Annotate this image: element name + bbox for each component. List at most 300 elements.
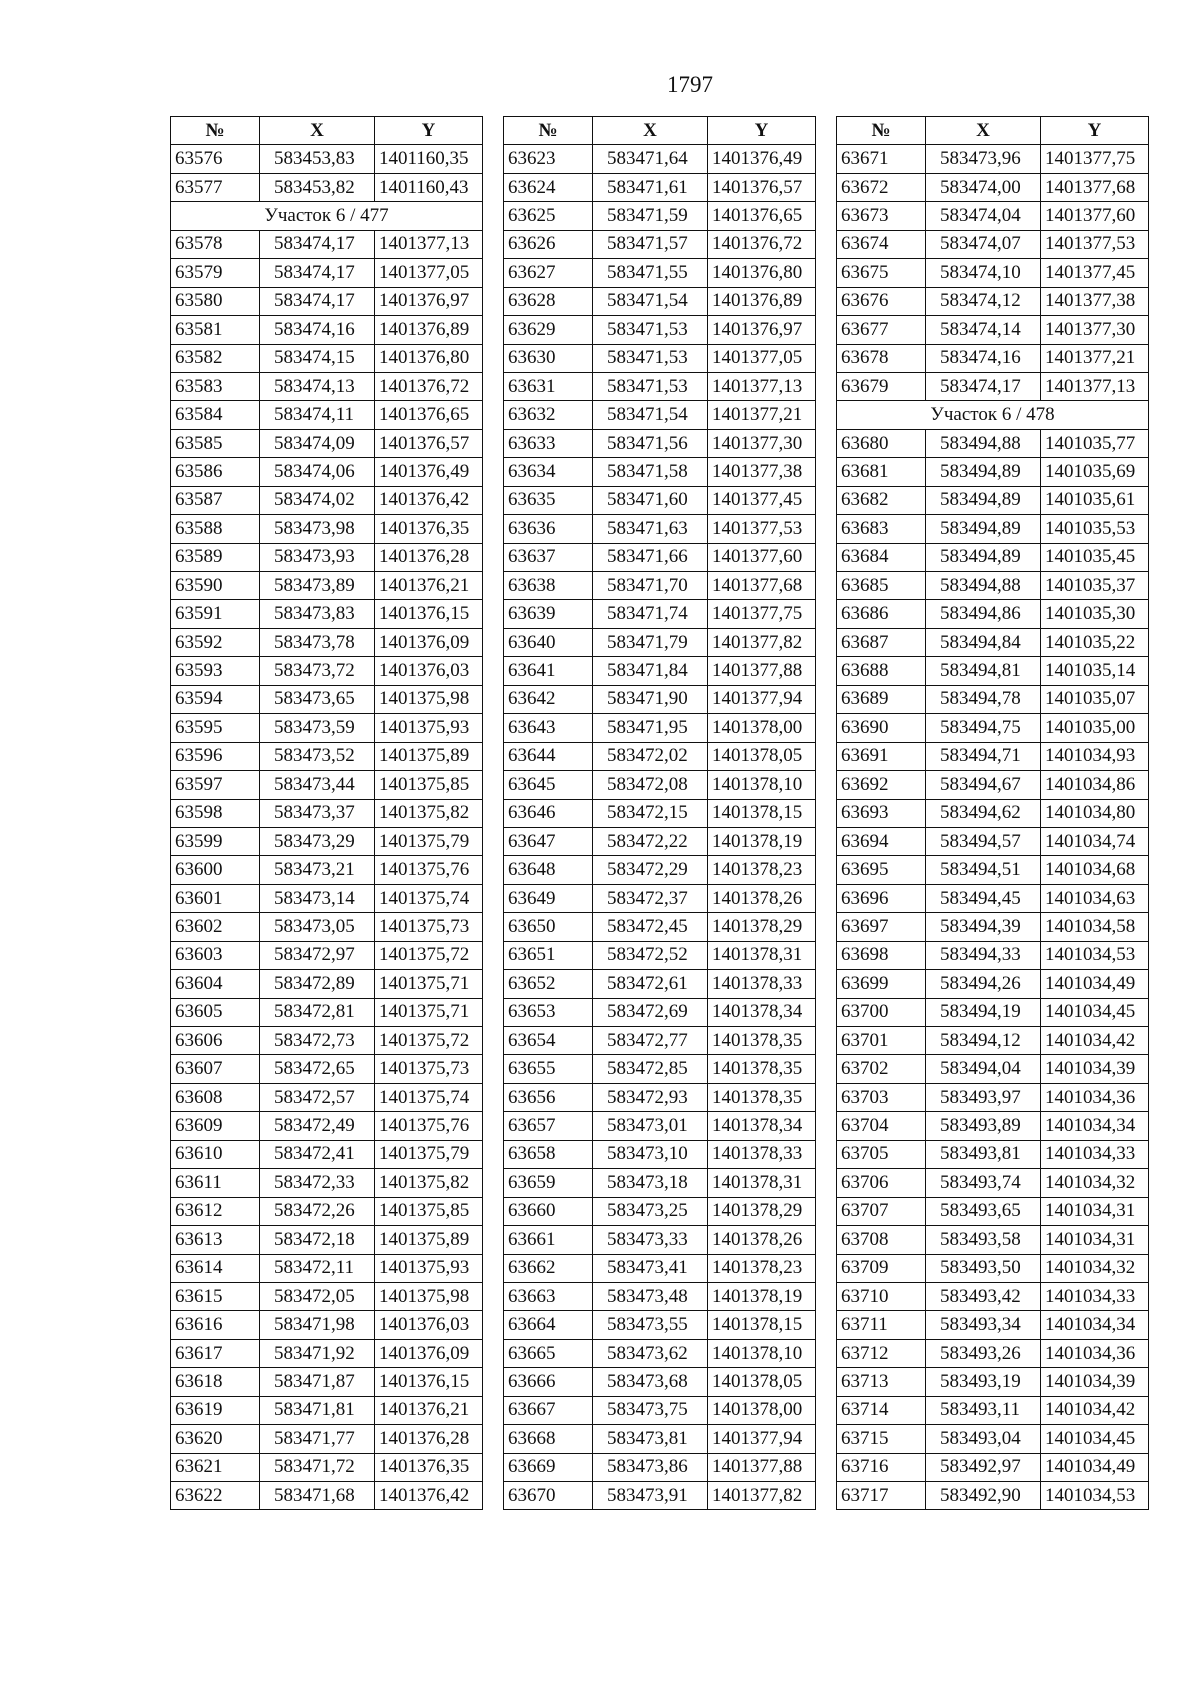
point-number-cell: 63639 xyxy=(504,600,593,628)
y-coordinate-cell: 1401378,26 xyxy=(708,884,816,912)
x-coordinate-cell: 583493,74 xyxy=(926,1169,1041,1197)
x-coordinate-cell: 583471,53 xyxy=(593,372,708,400)
point-number-cell: 63716 xyxy=(837,1453,926,1481)
y-coordinate-cell: 1401035,07 xyxy=(1041,685,1149,713)
table-row xyxy=(837,1368,1149,1396)
y-coordinate-cell: 1401377,68 xyxy=(1041,173,1149,201)
x-coordinate-cell: 583471,84 xyxy=(593,657,708,685)
y-coordinate-cell: 1401378,19 xyxy=(708,1282,816,1310)
point-number-cell: 63576 xyxy=(171,145,260,173)
table-row xyxy=(837,600,1149,628)
y-coordinate-cell: 1401375,85 xyxy=(375,1197,483,1225)
table-row xyxy=(171,742,483,770)
table-row xyxy=(504,685,816,713)
y-coordinate-cell: 1401375,71 xyxy=(375,998,483,1026)
point-number-cell: 63602 xyxy=(171,913,260,941)
x-coordinate-cell: 583471,90 xyxy=(593,685,708,713)
y-coordinate-cell: 1401034,68 xyxy=(1041,856,1149,884)
table-row xyxy=(837,685,1149,713)
section-row xyxy=(837,401,1149,429)
point-number-cell: 63619 xyxy=(171,1396,260,1424)
table-row xyxy=(504,344,816,372)
x-coordinate-cell: 583472,18 xyxy=(260,1226,375,1254)
table-row xyxy=(504,913,816,941)
x-coordinate-cell: 583494,62 xyxy=(926,799,1041,827)
y-coordinate-cell: 1401035,37 xyxy=(1041,572,1149,600)
x-coordinate-cell: 583493,34 xyxy=(926,1311,1041,1339)
x-coordinate-cell: 583471,61 xyxy=(593,173,708,201)
x-coordinate-cell: 583453,82 xyxy=(260,173,375,201)
x-coordinate-cell: 583473,14 xyxy=(260,884,375,912)
table-body xyxy=(837,145,1149,1510)
point-number-cell: 63685 xyxy=(837,572,926,600)
y-coordinate-cell: 1401034,31 xyxy=(1041,1226,1149,1254)
table-row xyxy=(171,1055,483,1083)
table-row xyxy=(837,429,1149,457)
x-coordinate-cell: 583473,59 xyxy=(260,714,375,742)
x-coordinate-cell: 583474,14 xyxy=(926,316,1041,344)
point-number-cell: 63704 xyxy=(837,1112,926,1140)
table-body xyxy=(504,145,816,1510)
y-coordinate-cell: 1401376,15 xyxy=(375,600,483,628)
point-number-cell: 63594 xyxy=(171,685,260,713)
y-coordinate-cell: 1401376,72 xyxy=(708,230,816,258)
table-row xyxy=(837,259,1149,287)
point-number-cell: 63654 xyxy=(504,1027,593,1055)
y-coordinate-cell: 1401160,35 xyxy=(375,145,483,173)
y-coordinate-cell: 1401378,19 xyxy=(708,827,816,855)
x-coordinate-cell: 583471,74 xyxy=(593,600,708,628)
point-number-cell: 63644 xyxy=(504,742,593,770)
y-coordinate-cell: 1401377,82 xyxy=(708,1482,816,1510)
point-number-cell: 63581 xyxy=(171,316,260,344)
point-number-cell: 63677 xyxy=(837,316,926,344)
x-coordinate-cell: 583472,26 xyxy=(260,1197,375,1225)
table-row xyxy=(171,372,483,400)
point-number-cell: 63675 xyxy=(837,259,926,287)
coordinates-table-3 xyxy=(836,116,1149,1510)
table-row xyxy=(837,543,1149,571)
x-coordinate-cell: 583473,55 xyxy=(593,1311,708,1339)
point-number-cell: 63598 xyxy=(171,799,260,827)
coordinates-table-1 xyxy=(170,116,483,1510)
table-row xyxy=(171,173,483,201)
table-row xyxy=(504,230,816,258)
table-row xyxy=(171,1112,483,1140)
table-row xyxy=(504,827,816,855)
y-coordinate-cell: 1401375,79 xyxy=(375,1140,483,1168)
point-number-cell: 63660 xyxy=(504,1197,593,1225)
x-coordinate-cell: 583493,97 xyxy=(926,1083,1041,1111)
y-coordinate-cell: 1401034,34 xyxy=(1041,1311,1149,1339)
point-number-cell: 63694 xyxy=(837,827,926,855)
table-row xyxy=(504,372,816,400)
table-row xyxy=(171,685,483,713)
y-coordinate-cell: 1401035,53 xyxy=(1041,515,1149,543)
table-row xyxy=(171,827,483,855)
x-coordinate-cell: 583472,02 xyxy=(593,742,708,770)
y-coordinate-cell: 1401376,49 xyxy=(708,145,816,173)
table-row xyxy=(837,799,1149,827)
y-coordinate-cell: 1401035,22 xyxy=(1041,628,1149,656)
point-number-cell: 63670 xyxy=(504,1482,593,1510)
y-coordinate-cell: 1401376,97 xyxy=(375,287,483,315)
y-coordinate-cell: 1401375,71 xyxy=(375,970,483,998)
table-row xyxy=(504,1254,816,1282)
point-number-cell: 63587 xyxy=(171,486,260,514)
y-coordinate-cell: 1401376,42 xyxy=(375,486,483,514)
table-row xyxy=(171,1339,483,1367)
point-number-cell: 63599 xyxy=(171,827,260,855)
table-row xyxy=(171,998,483,1026)
point-number-cell: 63698 xyxy=(837,941,926,969)
table-row xyxy=(504,1226,816,1254)
y-coordinate-cell: 1401375,89 xyxy=(375,1226,483,1254)
table-row xyxy=(504,572,816,600)
point-number-cell: 63658 xyxy=(504,1140,593,1168)
table-row xyxy=(504,1368,816,1396)
table-header-row xyxy=(504,117,816,145)
x-coordinate-cell: 583471,54 xyxy=(593,401,708,429)
y-coordinate-cell: 1401376,57 xyxy=(708,173,816,201)
x-coordinate-cell: 583472,73 xyxy=(260,1027,375,1055)
table-row xyxy=(504,543,816,571)
table-row xyxy=(171,1282,483,1310)
y-coordinate-cell: 1401377,13 xyxy=(375,230,483,258)
point-number-cell: 63605 xyxy=(171,998,260,1026)
x-coordinate-cell: 583472,61 xyxy=(593,970,708,998)
table-row xyxy=(171,145,483,173)
y-coordinate-cell: 1401034,45 xyxy=(1041,1425,1149,1453)
table-row xyxy=(837,1482,1149,1510)
point-number-cell: 63617 xyxy=(171,1339,260,1367)
point-number-cell: 63651 xyxy=(504,941,593,969)
x-coordinate-cell: 583494,33 xyxy=(926,941,1041,969)
header-number: № xyxy=(504,117,593,145)
point-number-cell: 63703 xyxy=(837,1083,926,1111)
table-row xyxy=(837,1140,1149,1168)
point-number-cell: 63625 xyxy=(504,202,593,230)
section-label: Участок 6 / 477 xyxy=(171,202,483,230)
y-coordinate-cell: 1401377,13 xyxy=(708,372,816,400)
table-row xyxy=(837,1282,1149,1310)
y-coordinate-cell: 1401378,10 xyxy=(708,771,816,799)
point-number-cell: 63649 xyxy=(504,884,593,912)
x-coordinate-cell: 583494,89 xyxy=(926,543,1041,571)
point-number-cell: 63692 xyxy=(837,771,926,799)
y-coordinate-cell: 1401375,74 xyxy=(375,1083,483,1111)
y-coordinate-cell: 1401375,73 xyxy=(375,1055,483,1083)
y-coordinate-cell: 1401375,76 xyxy=(375,856,483,884)
y-coordinate-cell: 1401034,33 xyxy=(1041,1282,1149,1310)
y-coordinate-cell: 1401377,38 xyxy=(708,458,816,486)
x-coordinate-cell: 583474,16 xyxy=(926,344,1041,372)
table-row xyxy=(837,287,1149,315)
point-number-cell: 63682 xyxy=(837,486,926,514)
x-coordinate-cell: 583493,58 xyxy=(926,1226,1041,1254)
table-row xyxy=(504,458,816,486)
point-number-cell: 63648 xyxy=(504,856,593,884)
y-coordinate-cell: 1401378,35 xyxy=(708,1083,816,1111)
point-number-cell: 63678 xyxy=(837,344,926,372)
point-number-cell: 63676 xyxy=(837,287,926,315)
y-coordinate-cell: 1401377,38 xyxy=(1041,287,1149,315)
y-coordinate-cell: 1401378,26 xyxy=(708,1226,816,1254)
header-x: X xyxy=(593,117,708,145)
table-row xyxy=(504,1311,816,1339)
point-number-cell: 63607 xyxy=(171,1055,260,1083)
y-coordinate-cell: 1401034,42 xyxy=(1041,1396,1149,1424)
x-coordinate-cell: 583473,62 xyxy=(593,1339,708,1367)
table-row xyxy=(171,771,483,799)
y-coordinate-cell: 1401034,45 xyxy=(1041,998,1149,1026)
y-coordinate-cell: 1401034,33 xyxy=(1041,1140,1149,1168)
point-number-cell: 63663 xyxy=(504,1282,593,1310)
x-coordinate-cell: 583471,66 xyxy=(593,543,708,571)
y-coordinate-cell: 1401375,93 xyxy=(375,714,483,742)
table-row xyxy=(837,941,1149,969)
table-row xyxy=(171,628,483,656)
y-coordinate-cell: 1401376,89 xyxy=(375,316,483,344)
x-coordinate-cell: 583471,79 xyxy=(593,628,708,656)
y-coordinate-cell: 1401034,80 xyxy=(1041,799,1149,827)
y-coordinate-cell: 1401378,15 xyxy=(708,1311,816,1339)
y-coordinate-cell: 1401376,80 xyxy=(708,259,816,287)
x-coordinate-cell: 583494,89 xyxy=(926,458,1041,486)
x-coordinate-cell: 583472,69 xyxy=(593,998,708,1026)
x-coordinate-cell: 583473,05 xyxy=(260,913,375,941)
point-number-cell: 63683 xyxy=(837,515,926,543)
table-row xyxy=(837,344,1149,372)
table-header-row xyxy=(837,117,1149,145)
x-coordinate-cell: 583472,77 xyxy=(593,1027,708,1055)
point-number-cell: 63604 xyxy=(171,970,260,998)
point-number-cell: 63626 xyxy=(504,230,593,258)
x-coordinate-cell: 583471,59 xyxy=(593,202,708,230)
y-coordinate-cell: 1401377,68 xyxy=(708,572,816,600)
table-row xyxy=(171,230,483,258)
x-coordinate-cell: 583473,48 xyxy=(593,1282,708,1310)
point-number-cell: 63655 xyxy=(504,1055,593,1083)
x-coordinate-cell: 583471,81 xyxy=(260,1396,375,1424)
table-row xyxy=(504,1396,816,1424)
point-number-cell: 63635 xyxy=(504,486,593,514)
y-coordinate-cell: 1401378,05 xyxy=(708,742,816,770)
x-coordinate-cell: 583471,68 xyxy=(260,1482,375,1510)
point-number-cell: 63611 xyxy=(171,1169,260,1197)
y-coordinate-cell: 1401377,94 xyxy=(708,685,816,713)
table-row xyxy=(837,145,1149,173)
table-row xyxy=(171,856,483,884)
y-coordinate-cell: 1401034,53 xyxy=(1041,1482,1149,1510)
x-coordinate-cell: 583471,56 xyxy=(593,429,708,457)
point-number-cell: 63637 xyxy=(504,543,593,571)
y-coordinate-cell: 1401378,10 xyxy=(708,1339,816,1367)
x-coordinate-cell: 583494,57 xyxy=(926,827,1041,855)
x-coordinate-cell: 583473,91 xyxy=(593,1482,708,1510)
x-coordinate-cell: 583473,18 xyxy=(593,1169,708,1197)
y-coordinate-cell: 1401378,00 xyxy=(708,1396,816,1424)
y-coordinate-cell: 1401376,21 xyxy=(375,1396,483,1424)
point-number-cell: 63669 xyxy=(504,1453,593,1481)
table-row xyxy=(504,1083,816,1111)
x-coordinate-cell: 583473,68 xyxy=(593,1368,708,1396)
y-coordinate-cell: 1401375,82 xyxy=(375,799,483,827)
x-coordinate-cell: 583474,15 xyxy=(260,344,375,372)
y-coordinate-cell: 1401034,32 xyxy=(1041,1169,1149,1197)
y-coordinate-cell: 1401034,93 xyxy=(1041,742,1149,770)
y-coordinate-cell: 1401377,21 xyxy=(1041,344,1149,372)
point-number-cell: 63590 xyxy=(171,572,260,600)
table-row xyxy=(837,1083,1149,1111)
point-number-cell: 63640 xyxy=(504,628,593,656)
x-coordinate-cell: 583471,54 xyxy=(593,287,708,315)
y-coordinate-cell: 1401034,36 xyxy=(1041,1083,1149,1111)
table-row xyxy=(171,543,483,571)
point-number-cell: 63696 xyxy=(837,884,926,912)
table-row xyxy=(171,515,483,543)
x-coordinate-cell: 583494,89 xyxy=(926,486,1041,514)
y-coordinate-cell: 1401378,34 xyxy=(708,998,816,1026)
point-number-cell: 63642 xyxy=(504,685,593,713)
point-number-cell: 63707 xyxy=(837,1197,926,1225)
table-row xyxy=(837,998,1149,1026)
y-coordinate-cell: 1401375,79 xyxy=(375,827,483,855)
y-coordinate-cell: 1401378,31 xyxy=(708,1169,816,1197)
point-number-cell: 63700 xyxy=(837,998,926,1026)
point-number-cell: 63609 xyxy=(171,1112,260,1140)
y-coordinate-cell: 1401378,05 xyxy=(708,1368,816,1396)
table-row xyxy=(504,1112,816,1140)
point-number-cell: 63680 xyxy=(837,429,926,457)
point-number-cell: 63629 xyxy=(504,316,593,344)
x-coordinate-cell: 583493,19 xyxy=(926,1368,1041,1396)
x-coordinate-cell: 583494,89 xyxy=(926,515,1041,543)
point-number-cell: 63645 xyxy=(504,771,593,799)
point-number-cell: 63583 xyxy=(171,372,260,400)
point-number-cell: 63643 xyxy=(504,714,593,742)
table-row xyxy=(504,1482,816,1510)
y-coordinate-cell: 1401377,88 xyxy=(708,657,816,685)
point-number-cell: 63595 xyxy=(171,714,260,742)
table-row xyxy=(837,1425,1149,1453)
table-row xyxy=(171,600,483,628)
x-coordinate-cell: 583473,98 xyxy=(260,515,375,543)
table-row xyxy=(504,799,816,827)
point-number-cell: 63620 xyxy=(171,1425,260,1453)
x-coordinate-cell: 583472,89 xyxy=(260,970,375,998)
table-row xyxy=(504,970,816,998)
table-row xyxy=(171,1254,483,1282)
y-coordinate-cell: 1401034,49 xyxy=(1041,1453,1149,1481)
x-coordinate-cell: 583472,65 xyxy=(260,1055,375,1083)
point-number-cell: 63688 xyxy=(837,657,926,685)
x-coordinate-cell: 583473,01 xyxy=(593,1112,708,1140)
x-coordinate-cell: 583493,50 xyxy=(926,1254,1041,1282)
y-coordinate-cell: 1401377,13 xyxy=(1041,372,1149,400)
table-row xyxy=(504,657,816,685)
y-coordinate-cell: 1401376,35 xyxy=(375,1453,483,1481)
y-coordinate-cell: 1401376,57 xyxy=(375,429,483,457)
table-row xyxy=(171,1083,483,1111)
y-coordinate-cell: 1401377,82 xyxy=(708,628,816,656)
y-coordinate-cell: 1401378,23 xyxy=(708,856,816,884)
table-row xyxy=(171,1027,483,1055)
table-row xyxy=(504,1169,816,1197)
point-number-cell: 63711 xyxy=(837,1311,926,1339)
x-coordinate-cell: 583471,92 xyxy=(260,1339,375,1367)
table-row xyxy=(837,1027,1149,1055)
point-number-cell: 63652 xyxy=(504,970,593,998)
x-coordinate-cell: 583473,41 xyxy=(593,1254,708,1282)
table-row xyxy=(171,1140,483,1168)
header-y: Y xyxy=(1041,117,1149,145)
header-y: Y xyxy=(708,117,816,145)
point-number-cell: 63603 xyxy=(171,941,260,969)
x-coordinate-cell: 583472,15 xyxy=(593,799,708,827)
table-row xyxy=(504,1339,816,1367)
y-coordinate-cell: 1401377,60 xyxy=(1041,202,1149,230)
y-coordinate-cell: 1401376,28 xyxy=(375,1425,483,1453)
point-number-cell: 63616 xyxy=(171,1311,260,1339)
point-number-cell: 63664 xyxy=(504,1311,593,1339)
x-coordinate-cell: 583473,37 xyxy=(260,799,375,827)
point-number-cell: 63601 xyxy=(171,884,260,912)
table-row xyxy=(171,458,483,486)
table-row xyxy=(171,657,483,685)
table-row xyxy=(171,287,483,315)
y-coordinate-cell: 1401376,21 xyxy=(375,572,483,600)
x-coordinate-cell: 583471,60 xyxy=(593,486,708,514)
point-number-cell: 63650 xyxy=(504,913,593,941)
y-coordinate-cell: 1401378,35 xyxy=(708,1055,816,1083)
x-coordinate-cell: 583471,70 xyxy=(593,572,708,600)
table-row xyxy=(504,429,816,457)
x-coordinate-cell: 583494,67 xyxy=(926,771,1041,799)
y-coordinate-cell: 1401377,30 xyxy=(1041,316,1149,344)
x-coordinate-cell: 583472,81 xyxy=(260,998,375,1026)
point-number-cell: 63584 xyxy=(171,401,260,429)
x-coordinate-cell: 583473,72 xyxy=(260,657,375,685)
x-coordinate-cell: 583471,72 xyxy=(260,1453,375,1481)
table-body xyxy=(171,145,483,1510)
x-coordinate-cell: 583472,37 xyxy=(593,884,708,912)
point-number-cell: 63710 xyxy=(837,1282,926,1310)
table-row xyxy=(171,1482,483,1510)
x-coordinate-cell: 583493,65 xyxy=(926,1197,1041,1225)
x-coordinate-cell: 583473,65 xyxy=(260,685,375,713)
point-number-cell: 63615 xyxy=(171,1282,260,1310)
y-coordinate-cell: 1401377,60 xyxy=(708,543,816,571)
point-number-cell: 63630 xyxy=(504,344,593,372)
x-coordinate-cell: 583474,13 xyxy=(260,372,375,400)
point-number-cell: 63697 xyxy=(837,913,926,941)
x-coordinate-cell: 583474,06 xyxy=(260,458,375,486)
point-number-cell: 63715 xyxy=(837,1425,926,1453)
point-number-cell: 63632 xyxy=(504,401,593,429)
point-number-cell: 63667 xyxy=(504,1396,593,1424)
table-row xyxy=(504,1425,816,1453)
x-coordinate-cell: 583473,83 xyxy=(260,600,375,628)
y-coordinate-cell: 1401377,05 xyxy=(708,344,816,372)
x-coordinate-cell: 583472,49 xyxy=(260,1112,375,1140)
x-coordinate-cell: 583473,86 xyxy=(593,1453,708,1481)
y-coordinate-cell: 1401375,89 xyxy=(375,742,483,770)
y-coordinate-cell: 1401375,98 xyxy=(375,685,483,713)
x-coordinate-cell: 583493,89 xyxy=(926,1112,1041,1140)
y-coordinate-cell: 1401035,61 xyxy=(1041,486,1149,514)
y-coordinate-cell: 1401376,80 xyxy=(375,344,483,372)
